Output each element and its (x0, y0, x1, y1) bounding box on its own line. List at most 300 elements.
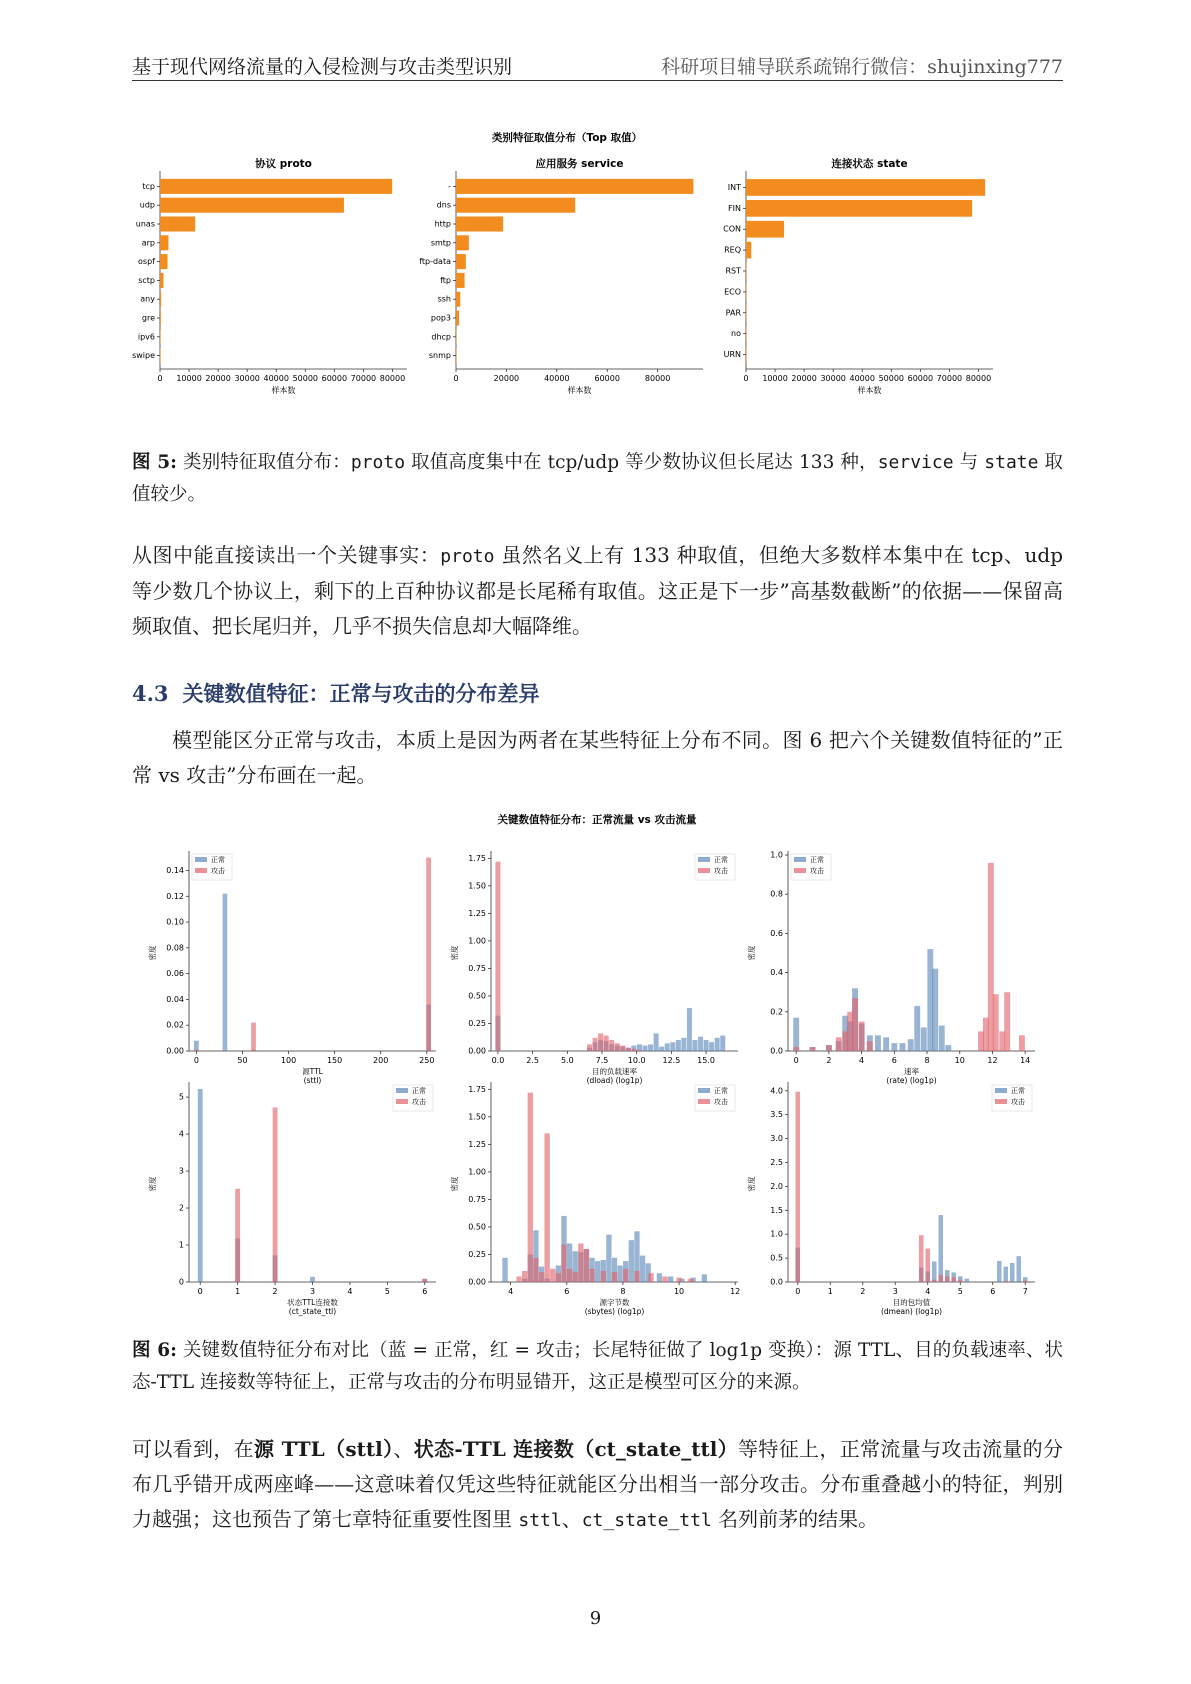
x-tick-label: 80000 (644, 374, 671, 383)
x-tick-label: 20000 (493, 374, 520, 383)
y-tick-label: ipv6 (137, 332, 155, 342)
y-tick-label: 1.50 (468, 881, 486, 891)
legend-swatch (995, 1088, 1007, 1093)
y-tick-label: 0.2 (770, 1007, 783, 1017)
x-tick-label: 8 (620, 1287, 626, 1296)
y-tick-label: 0.50 (468, 1222, 486, 1232)
y-tick-label: gre (141, 313, 155, 323)
y-tick-label: 0.0 (770, 1046, 783, 1056)
body-paragraph-3: 可以看到，在源 TTL（sttl）、状态-TTL 连接数（ct_state_ttl）等特征上，正常流量与攻击流量的分布几乎错开成两座峰——这意味着仅凭这些特征就能区分出相当一部分攻击。分布重叠越小的特征，判别力越强；这也预告了第七章特征重要性图里 sttl、ct_state_ttl 名列前茅的结果。 (132, 1437, 1064, 1531)
bar-arp (160, 235, 168, 250)
y-tick-label: - (448, 181, 451, 191)
y-axis-label: 密度 (148, 945, 157, 961)
x-tick-label: 12 (730, 1287, 741, 1296)
attack-bin (795, 1092, 800, 1282)
attack-bin (1004, 992, 1010, 1051)
x-tick-label: 60000 (321, 374, 348, 383)
attack-bin (273, 1107, 278, 1282)
y-axis-label: 密度 (747, 945, 756, 961)
x-axis-label: 目的负载速率 (592, 1067, 637, 1076)
normal-bin (720, 1036, 725, 1051)
normal-bin (502, 1258, 507, 1282)
x-tick-label: 7.5 (595, 1056, 609, 1065)
normal-bin (223, 894, 228, 1051)
x-tick-label: 0 (743, 374, 749, 383)
panel-title: 协议 proto (255, 158, 312, 170)
x-tick-label: 200 (373, 1056, 389, 1065)
y-tick-label: 1.75 (468, 853, 486, 863)
legend-swatch (195, 868, 207, 873)
x-tick-label: 80000 (965, 374, 992, 383)
x-tick-label: 2 (860, 1287, 866, 1296)
x-tick-label: 2.5 (526, 1056, 539, 1065)
attack-bin (612, 1272, 617, 1282)
x-tick-label: 4 (508, 1287, 514, 1296)
attack-bin (826, 1045, 832, 1051)
y-tick-label: 0 (178, 1277, 184, 1287)
page-number: 9 (589, 1608, 602, 1629)
x-tick-label: 30000 (234, 374, 260, 383)
y-tick-label: INT (727, 182, 741, 192)
normal-bin (875, 1035, 881, 1051)
normal-bin (908, 1039, 914, 1051)
y-tick-label: 1.75 (468, 1084, 486, 1094)
x-axis-label: 样本数 (271, 386, 296, 395)
y-tick-label: 0.50 (468, 991, 486, 1001)
attack-bin (573, 1272, 578, 1282)
x-tick-label: 50 (237, 1056, 248, 1065)
normal-bin (938, 1215, 943, 1282)
y-tick-label: 0.06 (166, 969, 184, 979)
attack-bin (1019, 1035, 1025, 1051)
bar-INT (746, 179, 985, 196)
attack-bin (793, 1047, 799, 1051)
x-tick-label: 8 (924, 1056, 930, 1065)
figure-6-chart (132, 808, 1072, 1316)
y-axis-label: 密度 (747, 1176, 756, 1192)
y-tick-label: ftp (440, 275, 451, 285)
x-tick-label: 80000 (379, 374, 406, 383)
body-paragraph-2: 模型能区分正常与攻击，本质上是因为两者在某些特征上分布不同。图 6 把六个关键数值特征的”正常 vs 攻击”分布画在一起。 (132, 728, 1063, 787)
x-tick-label: 12.5 (662, 1056, 681, 1065)
y-tick-label: unas (135, 219, 155, 229)
bar-gre (160, 310, 161, 325)
y-tick-label: 1.00 (468, 936, 486, 946)
category-panel-3 (723, 157, 993, 395)
figure-6-caption-label: 图 6: (132, 1340, 177, 1361)
y-tick-label: udp (139, 200, 155, 210)
legend-label: 正常 (810, 856, 824, 864)
bar-- (456, 179, 693, 194)
attack-bin (958, 1280, 963, 1282)
y-tick-label: no (731, 329, 741, 339)
normal-bin (687, 1008, 692, 1051)
x-tick-label: 0 (793, 1056, 799, 1065)
bar-URN (746, 346, 747, 363)
bar-PAR (746, 304, 747, 321)
y-tick-label: pop3 (430, 313, 451, 323)
normal-bin (692, 1040, 697, 1051)
y-tick-label: PAR (725, 308, 741, 318)
y-tick-label: 1.0 (770, 1229, 783, 1239)
legend-swatch (794, 868, 806, 873)
attack-bin (561, 1245, 566, 1282)
x-axis-label-sub: (ct_state_ttl) (288, 1307, 337, 1316)
normal-bin (676, 1040, 681, 1051)
histogram-panel-2 (449, 851, 738, 1085)
bar-REQ (746, 242, 751, 259)
bar-unas (160, 216, 195, 231)
y-tick-label: ospf (138, 257, 155, 267)
x-axis-label: 样本数 (857, 386, 882, 395)
x-tick-label: 0 (795, 1287, 801, 1296)
normal-bin (606, 1235, 611, 1282)
x-tick-label: 50000 (292, 374, 319, 383)
x-tick-label: 14 (1020, 1056, 1031, 1065)
y-tick-label: swipe (132, 351, 155, 361)
bar-ftp-data (456, 254, 466, 269)
attack-bin (623, 1269, 628, 1282)
x-axis-label: 样本数 (567, 386, 592, 395)
attack-bin (867, 1041, 873, 1051)
normal-bin (883, 1037, 889, 1051)
bar-smtp (456, 235, 469, 250)
attack-bin (932, 1280, 937, 1282)
y-tick-label: 0.04 (166, 994, 184, 1004)
attack-bin (688, 1279, 693, 1282)
x-tick-label: 10 (673, 1287, 685, 1296)
attack-bin (556, 1273, 561, 1282)
attack-bin (810, 1047, 816, 1051)
normal-bin (914, 1006, 920, 1051)
attack-bin (648, 1273, 653, 1282)
x-tick-label: 40000 (544, 374, 570, 383)
histogram-panel-4 (147, 1082, 436, 1316)
attack-bin (938, 1275, 943, 1282)
attack-bin (631, 1049, 636, 1051)
y-tick-label: 0.02 (166, 1020, 184, 1030)
attack-bin (528, 1093, 533, 1282)
attack-bin (495, 862, 500, 1051)
normal-bin (648, 1044, 653, 1051)
y-tick-label: 1.5 (770, 1205, 783, 1215)
normal-bin (702, 1274, 707, 1282)
legend-swatch (396, 1088, 408, 1093)
attack-bin (1003, 1281, 1008, 1282)
y-tick-label: 4 (178, 1129, 184, 1139)
x-axis-label: 源字节数 (599, 1298, 630, 1307)
y-tick-label: 0.14 (166, 865, 184, 875)
bar-snmp (456, 348, 457, 363)
x-tick-label: 2 (272, 1287, 278, 1296)
attack-bin (522, 1271, 527, 1282)
x-axis-label: 目的包均值 (892, 1298, 931, 1307)
section-number: 4.3 (132, 681, 169, 706)
attack-bin (550, 1269, 555, 1282)
attack-bin (539, 1272, 544, 1282)
y-tick-label: 0.00 (468, 1277, 486, 1287)
normal-bin (194, 1041, 199, 1051)
attack-bin (945, 1276, 950, 1282)
x-tick-label: 3 (309, 1287, 316, 1296)
attack-bin (859, 1022, 865, 1051)
attack-bin (194, 1050, 199, 1051)
attack-bin (919, 1235, 924, 1282)
x-tick-label: 15.0 (697, 1056, 715, 1065)
y-tick-label: CON (723, 224, 741, 234)
x-tick-label: 60000 (907, 374, 934, 383)
x-tick-label: 30000 (820, 374, 846, 383)
x-axis-label: 速率 (904, 1067, 919, 1076)
attack-bin (601, 1271, 606, 1282)
y-tick-label: 0.6 (770, 928, 783, 938)
legend-label: 正常 (412, 1087, 426, 1095)
x-tick-label: 5.0 (560, 1056, 574, 1065)
bar-swipe (160, 348, 161, 363)
normal-bin (997, 1261, 1002, 1282)
x-tick-label: 0 (453, 374, 459, 383)
bar-http (456, 216, 503, 231)
normal-bin (964, 1279, 969, 1282)
attack-bin (993, 994, 999, 1051)
bar-RST (746, 263, 747, 280)
bar-any (160, 292, 161, 307)
attack-bin (516, 1276, 521, 1282)
x-tick-label: 0 (193, 1056, 199, 1065)
attack-bin (951, 1277, 956, 1282)
bar-CON (746, 221, 784, 238)
figure-5-caption: 图 5: 类别特征取值分布：proto 取值高度集中在 tcp/udp 等少数协议但长尾达 133 种，service 与 state 取值较少。 (132, 452, 1063, 505)
y-tick-label: 1.50 (468, 1112, 486, 1122)
normal-bin (921, 1027, 927, 1051)
running-header-title: 基于现代网络流量的入侵检测与攻击类型识别 (132, 56, 513, 78)
y-tick-label: URN (723, 350, 741, 360)
running-header-contact: 科研项目辅导联系疏锦行微信：shujinxing777 (661, 56, 1063, 78)
x-tick-label: 5 (957, 1287, 963, 1296)
y-tick-label: ssh (437, 294, 451, 304)
legend-label: 正常 (211, 856, 225, 864)
x-tick-label: 20000 (205, 374, 231, 383)
legend-label: 正常 (714, 1087, 728, 1095)
x-axis-label-sub: (sbytes) (log1p) (584, 1307, 645, 1316)
x-tick-label: 7 (1022, 1287, 1028, 1296)
category-panel-2 (419, 157, 703, 395)
y-tick-label: 0.5 (770, 1253, 783, 1263)
y-tick-label: 3.5 (770, 1110, 783, 1120)
y-tick-label: 1.25 (468, 1139, 486, 1149)
x-tick-label: 10.0 (627, 1056, 646, 1065)
normal-bin (670, 1042, 675, 1051)
y-tick-label: 0.00 (468, 1046, 486, 1056)
section-title: 关键数值特征：正常与攻击的分布差异 (182, 681, 540, 706)
y-tick-label: 0.12 (166, 891, 184, 901)
attack-bin (604, 1036, 609, 1051)
y-tick-label: 4.0 (770, 1086, 783, 1096)
bar-pop3 (456, 310, 459, 325)
x-tick-label: 6 (891, 1056, 897, 1065)
y-tick-label: 1.00 (468, 1167, 486, 1177)
x-tick-label: 6 (422, 1287, 428, 1296)
legend-label: 攻击 (810, 867, 824, 875)
bar-ipv6 (160, 329, 161, 344)
legend-label: 攻击 (1011, 1098, 1025, 1106)
legend-swatch (794, 857, 806, 862)
attack-bin (544, 1133, 549, 1282)
x-tick-label: 4 (925, 1287, 931, 1296)
x-axis-label: 状态TTL连接数 (287, 1298, 338, 1307)
attack-bin (584, 1249, 589, 1282)
figure-5-chart (132, 130, 1072, 420)
bar-ssh (456, 292, 460, 307)
section-heading (132, 678, 554, 708)
y-tick-label: 1.25 (468, 908, 486, 918)
x-axis-label-sub: (rate) (log1p) (886, 1076, 937, 1085)
x-axis-label-sub: (dmean) (log1p) (880, 1307, 943, 1316)
normal-bin (629, 1240, 634, 1282)
bar-udp (160, 198, 344, 213)
y-tick-label: http (434, 219, 451, 229)
x-tick-label: 10 (954, 1056, 965, 1065)
normal-bin (932, 1261, 937, 1282)
panel-title: 应用服务 service (535, 158, 624, 170)
normal-bin (654, 1033, 659, 1051)
normal-bin (668, 1276, 673, 1282)
attack-bin (925, 1249, 930, 1282)
y-tick-label: tcp (142, 181, 155, 191)
y-tick-label: 0.8 (770, 889, 783, 899)
figure-5-caption-label: 图 5: (132, 452, 177, 473)
y-tick-label: dns (436, 200, 451, 210)
normal-bin (681, 1038, 686, 1051)
y-tick-label: 0.0 (770, 1277, 783, 1287)
legend-label: 攻击 (412, 1098, 426, 1106)
x-axis-label-sub: (dload) (log1p) (586, 1076, 643, 1085)
bar-ftp (456, 273, 465, 288)
bar-dhcp (456, 329, 457, 344)
legend-label: 攻击 (211, 867, 225, 875)
normal-bin (657, 1273, 662, 1282)
x-tick-label: 0 (157, 374, 163, 383)
x-tick-label: 10000 (176, 374, 202, 383)
legend-label: 正常 (1011, 1087, 1025, 1095)
legend-label: 攻击 (714, 867, 728, 875)
normal-bin (939, 1026, 945, 1051)
figure-6-caption: 图 6: 关键数值特征分布对比（蓝 = 正常，红 = 攻击；长尾特征做了 log1p 变换）：源 TTL、目的负载速率、状态-TTL 连接数等特征上，正常与攻击的分布明显错开，这正是模型可区分的来源。 (132, 1340, 1063, 1393)
histogram-panel-1 (147, 851, 436, 1085)
histogram-panel-5 (449, 1082, 740, 1316)
y-tick-label: REQ (724, 245, 741, 255)
normal-bin (715, 1038, 720, 1051)
x-tick-label: 12 (987, 1056, 998, 1065)
x-tick-label: 40000 (263, 374, 289, 383)
x-tick-label: 4 (347, 1287, 353, 1296)
normal-bin (1010, 1263, 1015, 1282)
normal-bin (198, 1089, 203, 1282)
bar-no (746, 325, 747, 342)
bar-sctp (160, 273, 163, 288)
x-axis-label: 源TTL (302, 1067, 323, 1076)
normal-bin (640, 1256, 645, 1282)
y-tick-label: FIN (728, 203, 741, 213)
x-tick-label: 50000 (878, 374, 905, 383)
histogram-panel-3 (746, 851, 1035, 1086)
normal-bin (704, 1040, 709, 1051)
normal-bin (945, 1045, 951, 1051)
attack-bin (587, 1044, 592, 1051)
x-tick-label: 6 (564, 1287, 570, 1296)
attack-bin (852, 998, 858, 1051)
normal-bin (900, 1043, 906, 1051)
attack-bin (598, 1033, 603, 1051)
y-tick-label: 3 (178, 1166, 184, 1176)
y-tick-label: snmp (428, 351, 451, 361)
y-tick-label: ftp-data (419, 257, 451, 267)
legend-swatch (995, 1099, 1007, 1104)
bar-dns (456, 198, 575, 213)
normal-bin (1016, 1256, 1021, 1282)
bar-FIN (746, 200, 972, 217)
figure-6-suptitle: 关键数值特征分布：正常流量 vs 攻击流量 (497, 814, 697, 826)
attack-bin (1023, 1281, 1028, 1282)
attack-bin (578, 1243, 583, 1282)
x-tick-label: 1 (827, 1287, 833, 1296)
y-tick-label: sctp (138, 275, 155, 285)
y-tick-label: 0.10 (166, 917, 184, 927)
x-tick-label: 70000 (936, 374, 963, 383)
legend-swatch (698, 1099, 710, 1104)
attack-bin (637, 1050, 642, 1051)
y-tick-label: 0.4 (770, 968, 783, 978)
x-tick-label: 10000 (762, 374, 788, 383)
y-tick-label: 3.0 (770, 1134, 783, 1144)
x-tick-label: 150 (326, 1056, 343, 1065)
x-tick-label: 20000 (791, 374, 817, 383)
y-axis-label: 密度 (450, 945, 459, 961)
y-tick-label: smtp (430, 238, 451, 248)
attack-bin (634, 1271, 639, 1282)
legend-swatch (698, 868, 710, 873)
x-tick-label: 60000 (594, 374, 620, 383)
normal-bin (617, 1265, 622, 1282)
x-tick-label: 5 (384, 1287, 390, 1296)
panel-title: 连接状态 state (831, 158, 908, 170)
x-tick-label: 100 (280, 1056, 297, 1065)
attack-bin (589, 1269, 594, 1282)
normal-bin (659, 1047, 664, 1051)
y-tick-label: RST (725, 266, 741, 276)
x-tick-label: 40000 (849, 374, 875, 383)
normal-bin (891, 1043, 897, 1051)
figure-5-suptitle: 类别特征取值分布（Top 取值） (491, 132, 643, 144)
y-tick-label: 5 (178, 1092, 184, 1102)
legend-swatch (195, 857, 207, 862)
x-tick-label: 0.0 (491, 1056, 505, 1065)
header-rule (132, 80, 1063, 81)
x-tick-label: 1 (235, 1287, 241, 1296)
bar-ospf (160, 254, 168, 269)
bar-tcp (160, 179, 392, 194)
normal-bin (793, 1018, 799, 1051)
normal-bin (310, 1277, 315, 1282)
normal-bin (709, 1042, 714, 1051)
attack-bin (235, 1189, 240, 1282)
attack-bin (422, 1279, 427, 1282)
y-tick-label: 0.75 (468, 1194, 486, 1204)
y-tick-label: arp (141, 238, 155, 248)
attack-bin (615, 1043, 620, 1051)
x-tick-label: 2 (826, 1056, 832, 1065)
legend-label: 正常 (714, 856, 728, 864)
